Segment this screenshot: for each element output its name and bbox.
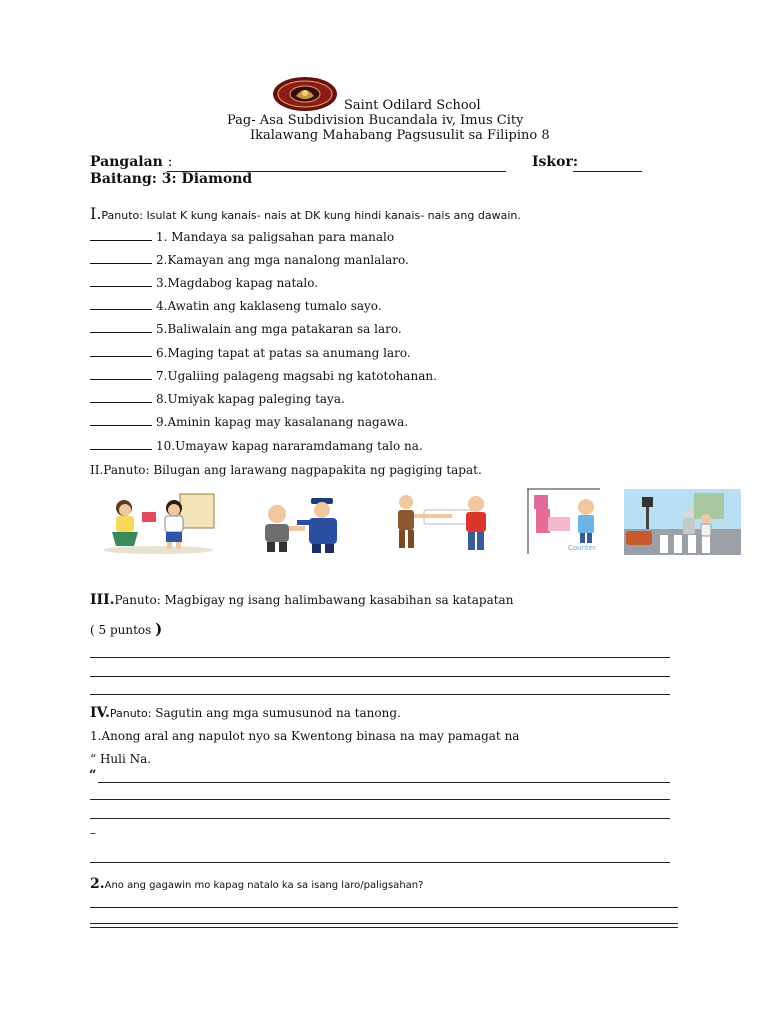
part4-instruction: IV.Panuto: Sagutin ang mga sumusunod na tanong. bbox=[90, 705, 401, 721]
name-label: Pangalan : bbox=[90, 154, 173, 170]
score-label: Iskor: bbox=[532, 154, 579, 170]
school-address: Pag- Asa Subdivision Bucandala iv, Imus City bbox=[227, 113, 524, 128]
answer-line[interactable] bbox=[90, 694, 670, 695]
school-seal-icon bbox=[272, 76, 338, 112]
policeman-icon bbox=[249, 492, 365, 554]
answer-line[interactable] bbox=[90, 907, 678, 908]
question-1: 1.Anong aral ang napulot nyo sa Kwentong binasa na may pamagat na bbox=[90, 729, 520, 743]
picture-4[interactable] bbox=[526, 487, 601, 555]
answer-line[interactable] bbox=[90, 799, 670, 800]
school-name: Saint Odilard School bbox=[344, 98, 481, 113]
answer-line[interactable] bbox=[90, 676, 670, 677]
part1-instruction: I.Panuto: Isulat K kung kanais- nais at DK kung hindi kanais- nais ang dawain. bbox=[90, 204, 521, 223]
part1-item[interactable]: 2.Kamayan ang mga nanalong manlalaro. bbox=[90, 252, 409, 267]
counter-scene-icon bbox=[526, 487, 601, 555]
part3-points: ( 5 puntos ) bbox=[90, 620, 163, 638]
answer-line[interactable] bbox=[90, 818, 670, 819]
part1-item[interactable]: 4.Awatin ang kaklaseng tumalo sayo. bbox=[90, 298, 382, 313]
answer-line[interactable] bbox=[90, 862, 670, 863]
question-1-title: “ Huli Na. bbox=[90, 752, 152, 766]
answer-line[interactable] bbox=[98, 782, 670, 783]
part2-instruction: II.Panuto: Bilugan ang larawang nagpapakita ng pagiging tapat. bbox=[90, 463, 482, 477]
part1-item[interactable]: 7.Ugaliing palageng magsabi ng katotohanan. bbox=[90, 368, 437, 383]
score-field[interactable] bbox=[573, 171, 642, 172]
part1-item[interactable]: 6.Maging tapat at patas sa anumang laro. bbox=[90, 345, 411, 360]
counter-label: Counter bbox=[568, 544, 596, 552]
part1-item[interactable]: 8.Umiyak kapag paleging taya. bbox=[90, 391, 345, 406]
crossing-street-icon bbox=[624, 489, 741, 555]
dash-mark: – bbox=[90, 826, 96, 840]
part1-item[interactable]: 9.Aminin kapag may kasalanang nagawa. bbox=[90, 414, 408, 429]
picture-1[interactable] bbox=[98, 492, 218, 554]
grade-label: Baitang: 3: Diamond bbox=[90, 171, 253, 187]
part1-item[interactable]: 3.Magdabog kapag natalo. bbox=[90, 275, 318, 290]
picture-5[interactable] bbox=[624, 489, 741, 555]
pointing-boys-icon bbox=[388, 492, 496, 554]
exam-title: Ikalawang Mahabang Pagsusulit sa Filipino 8 bbox=[250, 128, 550, 143]
question-2: 2.Ano ang gagawin mo kapag natalo ka sa isang laro/paligsahan? bbox=[90, 876, 424, 892]
picture-2[interactable] bbox=[249, 492, 365, 554]
open-quote: “ bbox=[89, 768, 97, 783]
school-logo bbox=[272, 76, 338, 112]
answer-line[interactable] bbox=[90, 657, 670, 658]
part1-item[interactable]: 5.Baliwalain ang mga patakaran sa laro. bbox=[90, 321, 402, 336]
picture-3[interactable] bbox=[388, 492, 496, 554]
girl-giving-item-icon bbox=[98, 492, 218, 554]
answer-double-line[interactable] bbox=[90, 923, 678, 928]
part1-item[interactable]: 1. Mandaya sa paligsahan para manalo bbox=[90, 229, 394, 244]
part1-item[interactable]: 10.Umayaw kapag nararamdamang talo na. bbox=[90, 438, 423, 453]
part3-instruction: III.Panuto: Magbigay ng isang halimbawang kasabihan sa katapatan bbox=[90, 592, 514, 608]
